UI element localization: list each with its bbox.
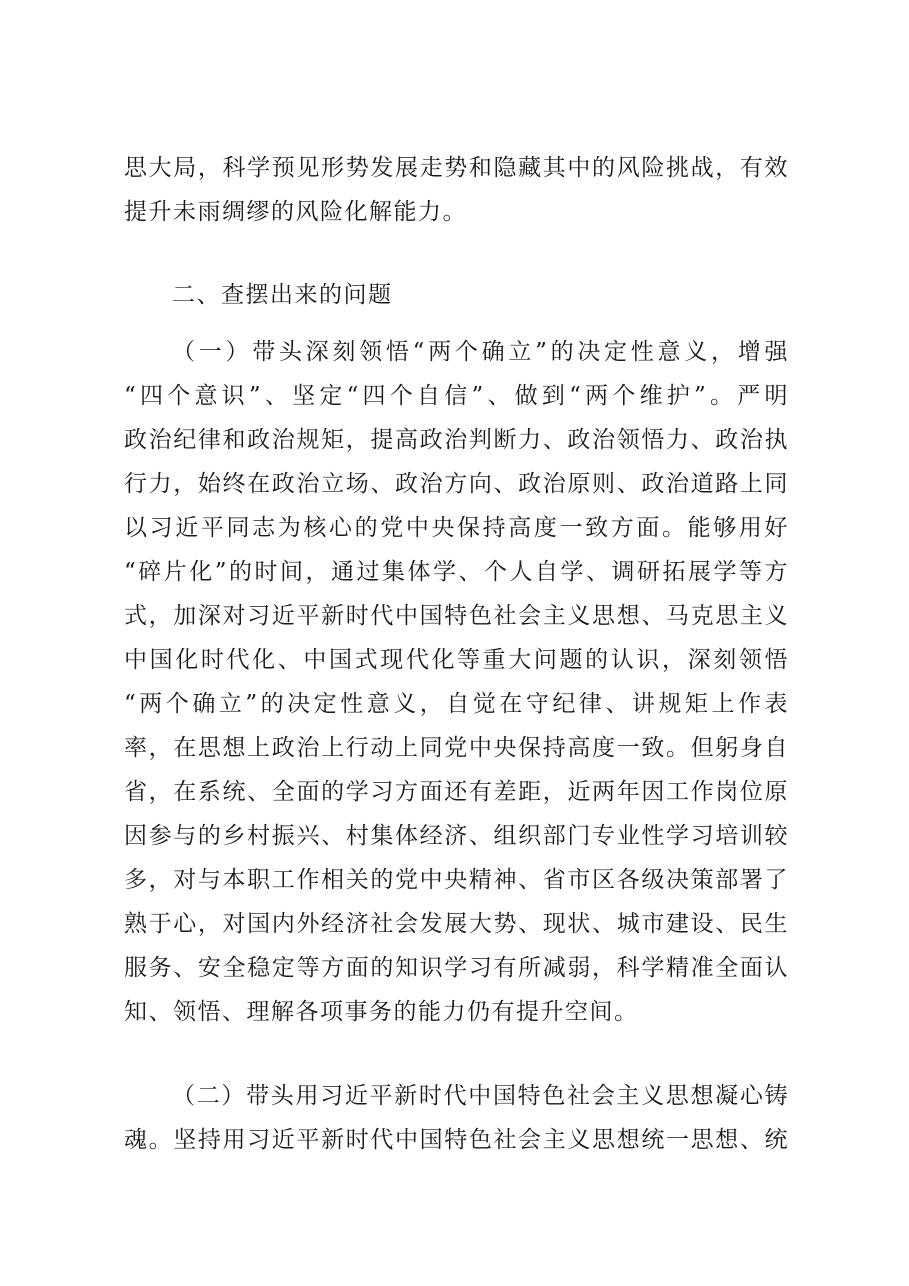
text-line: （二）带头用习近平新时代中国特色社会主义思想凝心铸 — [172, 1083, 789, 1109]
text-line: 多，对与本职工作相关的党中央精神、省市区各级决策部署了 — [124, 867, 789, 893]
text-line: 服务、安全稳定等方面的知识学习有所减弱，科学精准全面认 — [124, 955, 789, 981]
text-line: 思大局，科学预见形势发展走势和隐藏其中的风险挑战，有效 — [124, 155, 789, 181]
text-line: 中国化时代化、中国式现代化等重大问题的认识，深刻领悟 — [124, 647, 789, 673]
text-line: 式，加深对习近平新时代中国特色社会主义思想、马克思主义 — [124, 603, 789, 629]
text-line: 率，在思想上政治上行动上同党中央保持高度一致。但躬身自 — [124, 735, 789, 761]
text-line: 提升未雨绸缪的风险化解能力。 — [124, 199, 467, 225]
text-line: “两个确立”的决定性意义，自觉在守纪律、讲规矩上作表 — [124, 691, 789, 717]
text-line: 魂。坚持用习近平新时代中国特色社会主义思想统一思想、统 — [124, 1127, 789, 1153]
text-line: 知、领悟、理解各项事务的能力仍有提升空间。 — [124, 999, 639, 1025]
text-line: 熟于心，对国内外经济社会发展大势、现状、城市建设、民生 — [124, 911, 789, 937]
section-heading: 二、查摆出来的问题 — [172, 282, 393, 308]
text-line: 政治纪律和政治规矩，提高政治判断力、政治领悟力、政治执 — [124, 427, 789, 453]
text-line: （一）带头深刻领悟“两个确立”的决定性意义，增强 — [172, 339, 789, 365]
text-line: “碎片化”的时间，通过集体学、个人自学、调研拓展学等方 — [124, 559, 789, 585]
text-line: 省，在系统、全面的学习方面还有差距，近两年因工作岗位原 — [124, 779, 789, 805]
text-line: 行力，始终在政治立场、政治方向、政治原则、政治道路上同 — [124, 471, 789, 497]
text-line: 以习近平同志为核心的党中央保持高度一致方面。能够用好 — [124, 515, 789, 541]
text-line: 因参与的乡村振兴、村集体经济、组织部门专业性学习培训较 — [124, 823, 789, 849]
text-line: “四个意识”、坚定“四个自信”、做到“两个维护”。严明 — [124, 383, 789, 409]
